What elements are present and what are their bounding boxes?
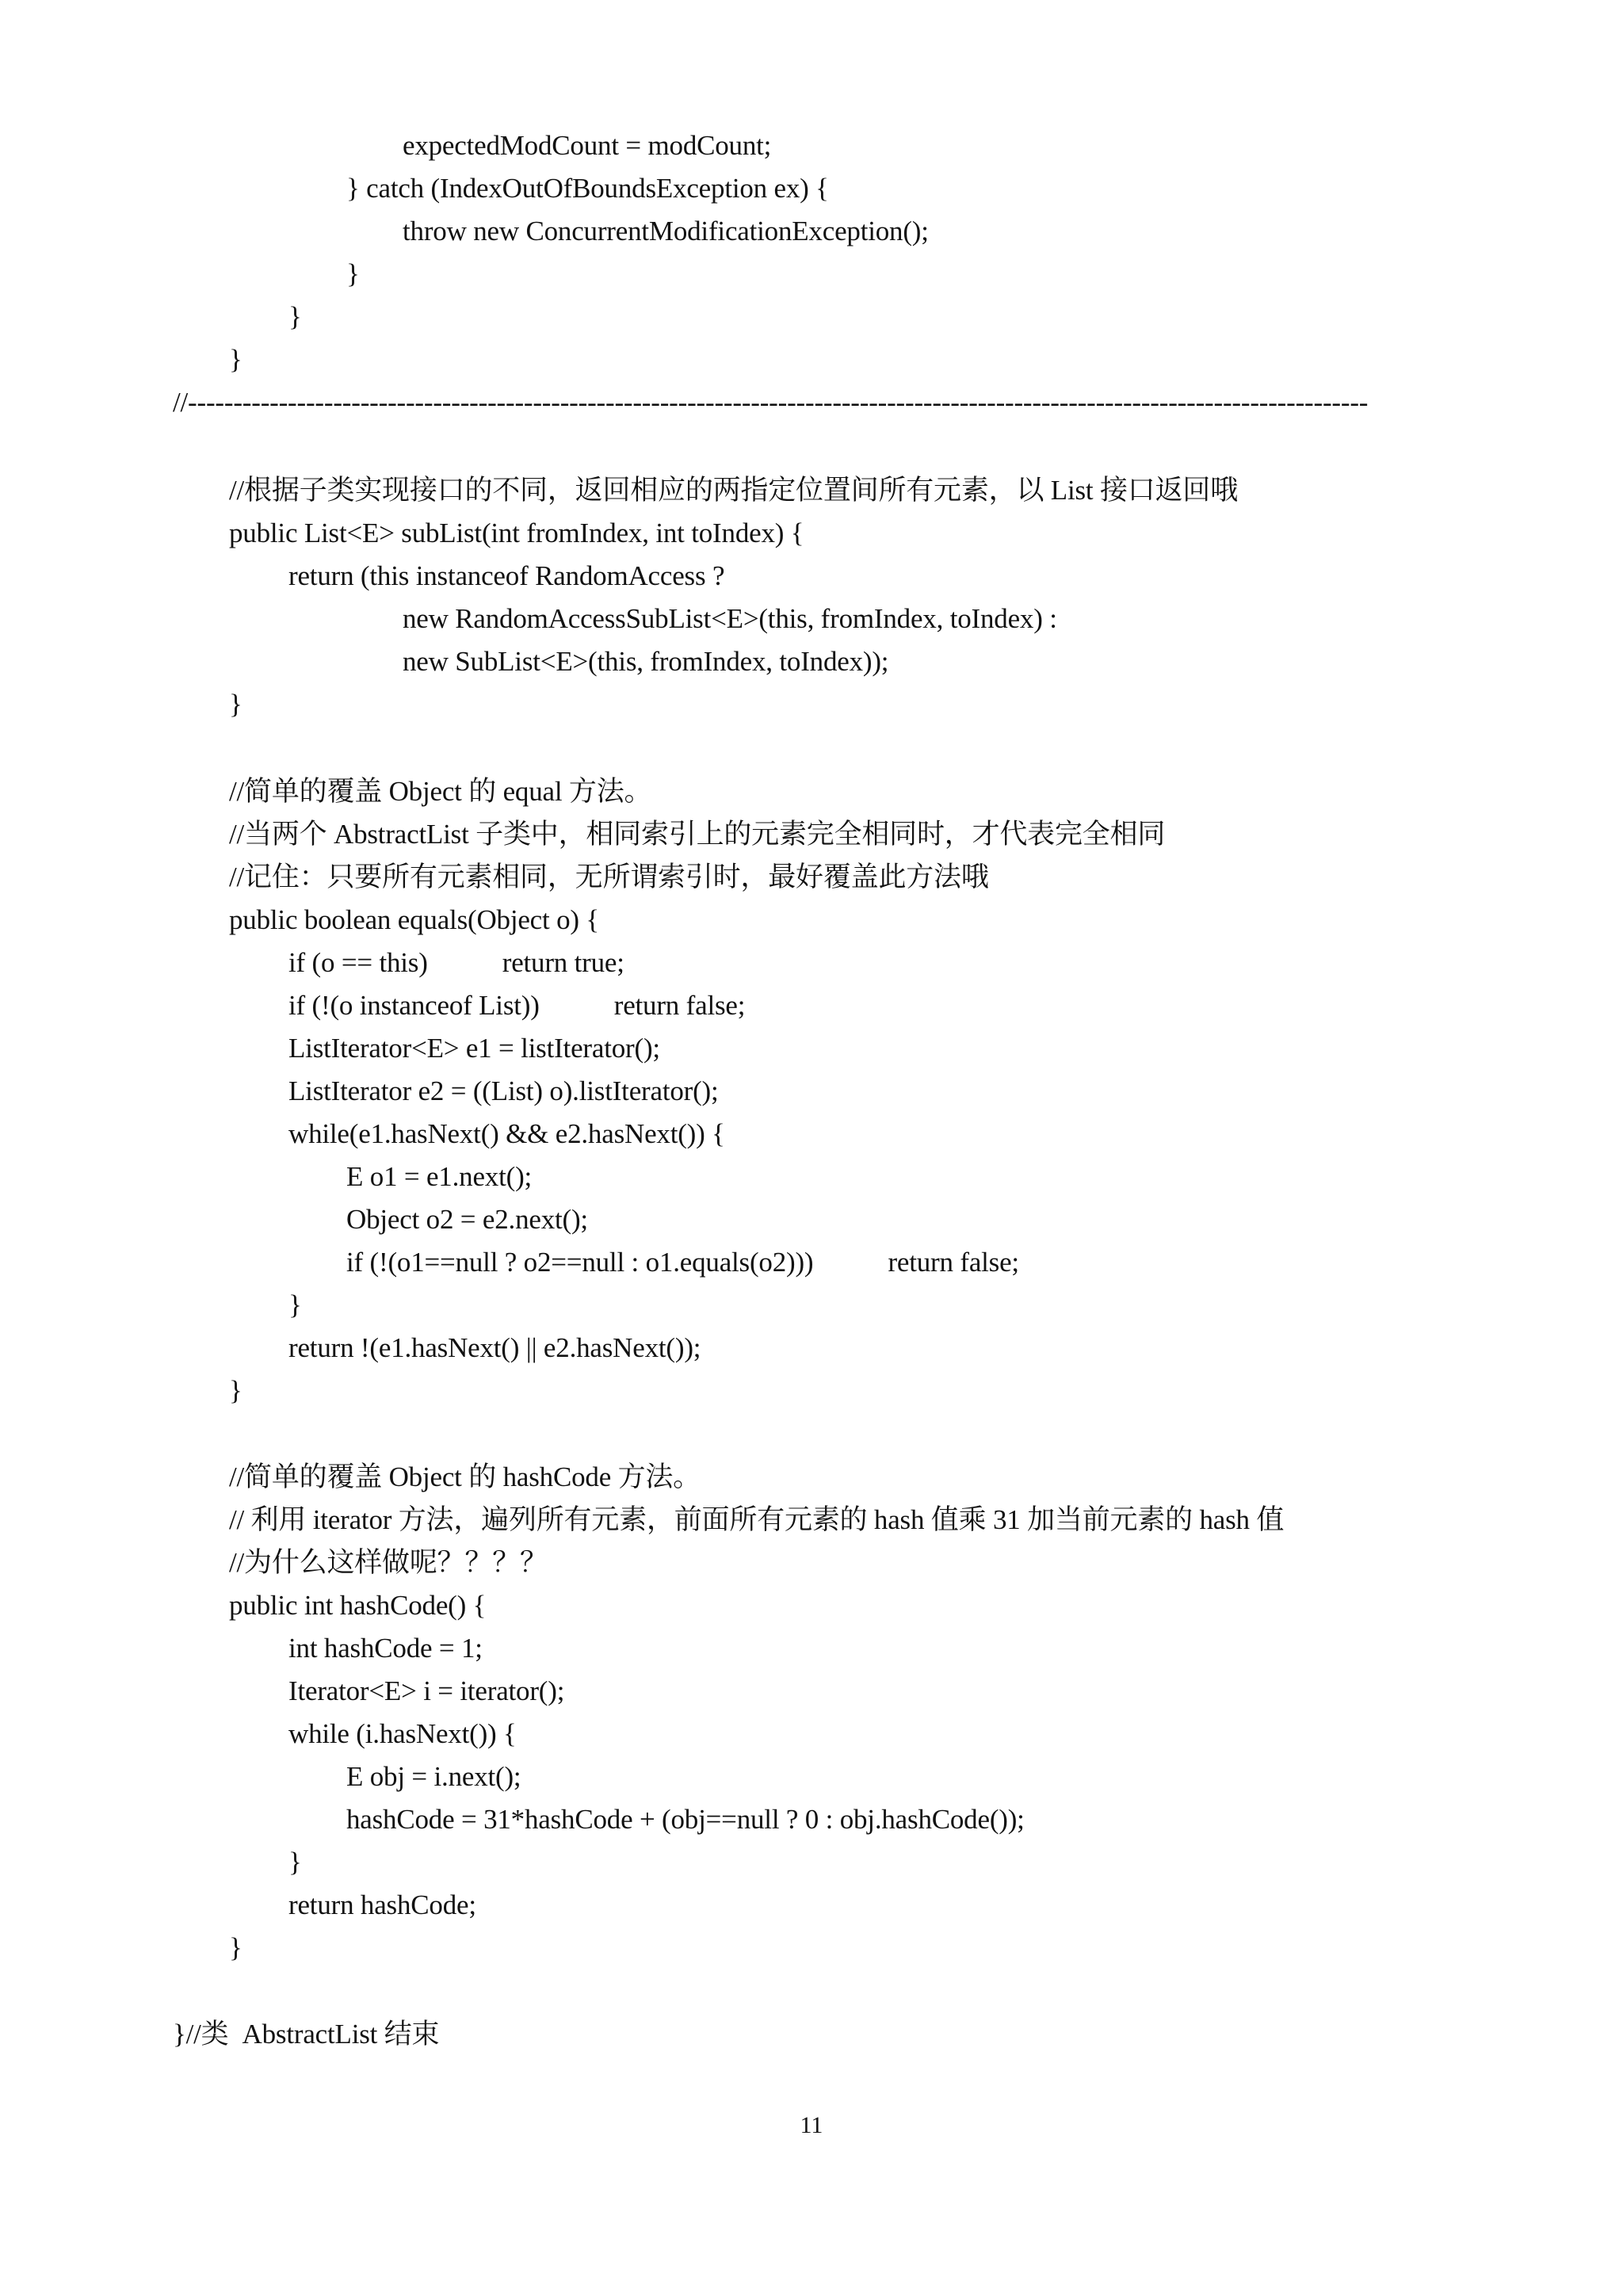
code-line: } xyxy=(229,1375,242,1406)
comment-line: //根据子类实现接口的不同，返回相应的两指定位置间所有元素，以 List 接口返回哦 xyxy=(229,475,1238,506)
code-line: E o1 = e1.next(); xyxy=(346,1161,533,1192)
code-line: hashCode = 31*hashCode + (obj==null ? 0 : obj.hashCode()); xyxy=(346,1804,1025,1835)
code-line: while(e1.hasNext() && e2.hasNext()) { xyxy=(288,1118,725,1149)
code-line: } xyxy=(346,258,360,289)
code-line: } xyxy=(288,301,302,332)
code-line: } xyxy=(229,344,242,375)
code-line: return (this instanceof RandomAccess ? xyxy=(288,560,725,591)
code-line: } xyxy=(288,1289,302,1320)
code-line: } xyxy=(229,1932,242,1963)
code-line: ListIterator e2 = ((List) o).listIterator(); xyxy=(288,1075,719,1106)
code-line: public List<E> subList(int fromIndex, int toIndex) { xyxy=(229,518,804,548)
code-line: int hashCode = 1; xyxy=(288,1633,483,1664)
comment-line: //为什么这样做呢？？？？ xyxy=(229,1547,548,1578)
comment-line: //记住：只要所有元素相同，无所谓索引时，最好覆盖此方法哦 xyxy=(229,861,989,892)
code-line: return hashCode; xyxy=(288,1889,476,1920)
code-line: Object o2 = e2.next(); xyxy=(346,1204,588,1235)
code-line: if (!(o1==null ? o2==null : o1.equals(o2))) return false; xyxy=(346,1247,1019,1278)
code-line: } catch (IndexOutOfBoundsException ex) { xyxy=(346,173,829,204)
comment-line: //当两个 AbstractList 子类中，相同索引上的元素完全相同时，才代表完全相同 xyxy=(229,819,1166,850)
code-line: public int hashCode() { xyxy=(229,1590,487,1621)
separator-comment: //---------------------------------------------------------------------------------------------------------------------------------- xyxy=(173,387,1369,418)
code-line: throw new ConcurrentModificationException(); xyxy=(403,216,929,246)
class-end-comment: }//类 AbstractList 结束 xyxy=(173,2019,440,2050)
code-line: if (o == this) return true; xyxy=(288,947,624,978)
code-line: E obj = i.next(); xyxy=(346,1761,521,1792)
comment-line: // 利用 iterator 方法，遍列所有元素，前面所有元素的 hash 值乘 31 加当前元素的 hash 值 xyxy=(229,1504,1285,1535)
code-line: Iterator<E> i = iterator(); xyxy=(288,1675,565,1706)
code-line: } xyxy=(288,1847,302,1878)
code-line: } xyxy=(229,689,242,720)
code-line: return !(e1.hasNext() || e2.hasNext()); xyxy=(288,1332,701,1363)
page-number: 11 xyxy=(800,2112,823,2138)
code-line: new RandomAccessSubList<E>(this, fromIndex, toIndex) : xyxy=(403,603,1057,634)
comment-line: //简单的覆盖 Object 的 equal 方法。 xyxy=(229,776,652,807)
code-line: ListIterator<E> e1 = listIterator(); xyxy=(288,1033,660,1064)
code-line: if (!(o instanceof List)) return false; xyxy=(288,990,746,1021)
code-line: while (i.hasNext()) { xyxy=(288,1718,517,1749)
code-line: new SubList<E>(this, fromIndex, toIndex)); xyxy=(403,646,889,677)
comment-line: //简单的覆盖 Object 的 hashCode 方法。 xyxy=(229,1461,701,1492)
code-line: public boolean equals(Object o) { xyxy=(229,904,599,935)
code-line: expectedModCount = modCount; xyxy=(403,130,772,161)
